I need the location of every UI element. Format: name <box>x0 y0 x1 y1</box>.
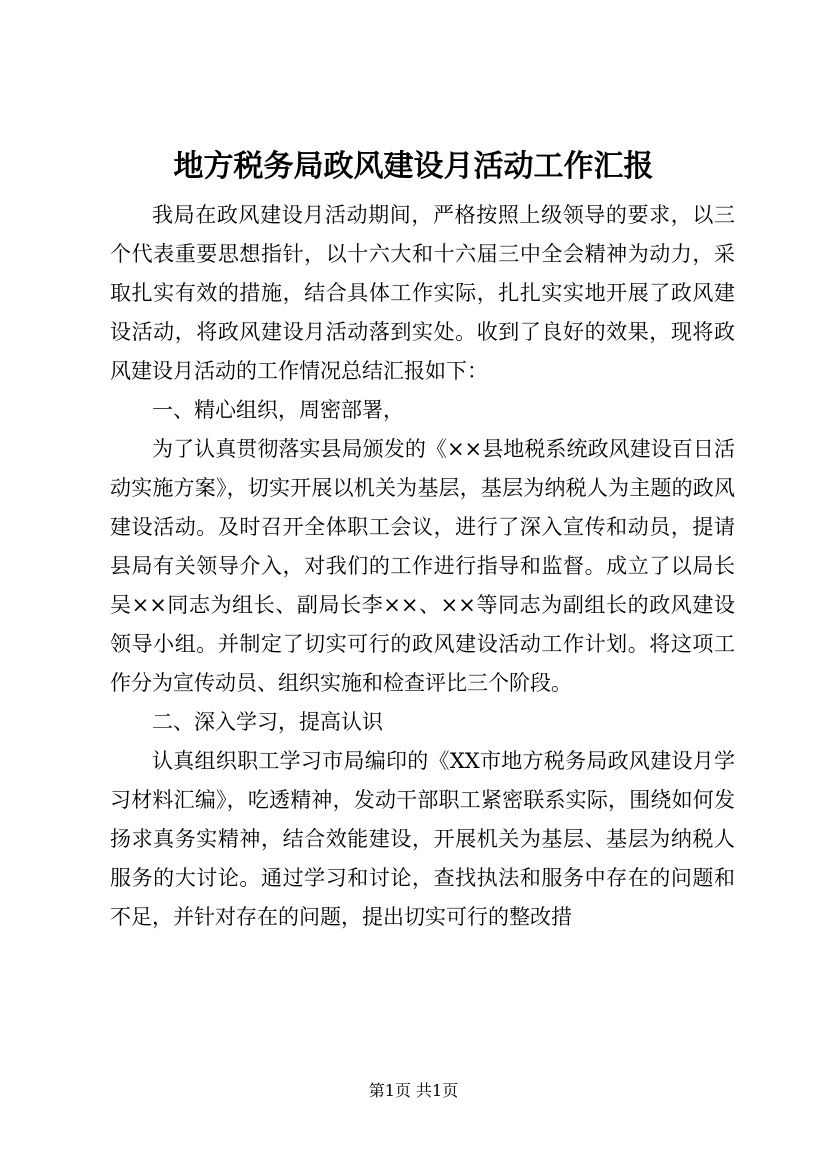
section-1-paragraph: 为了认真贯彻落实县局颁发的《××县地税系统政风建设百日活动实施方案》，切实开展以机关为基层，基层为纳税人为主题的政风建设活动。及时召开全体职工会议，进行了深入宣传和动员，提请县局有关领导介入，对我们的工作进行指导和监督。成立了以局长吴××同志为组长、副局长李××、××等同志为副组长的政风建设领导小组。并制定了切实可行的政风建设活动工作计划。将这项工作分为宣传动员、组织实施和检查评比三个阶段。 <box>110 437 735 695</box>
document-title: 地方税务局政风建设月活动工作汇报 <box>173 149 654 184</box>
document-body <box>110 196 735 937</box>
section-heading-2: 二、深入学习，提高认识 <box>152 710 383 734</box>
page-footer: 第1页 共1页 <box>368 1081 459 1100</box>
section-2-paragraph: 认真组织职工学习市局编印的《XX市地方税务局政风建设月学习材料汇编》，吃透精神，发动干部职工紧密联系实际，围绕如何发扬求真务实精神，结合效能建设，开展机关为基层、基层为纳税人服务的大讨论。通过学习和讨论，查找执法和服务中存在的问题和不足，并针对存在的问题，提出切实可行的整改措 <box>110 749 735 929</box>
intro-paragraph: 我局在政风建设月活动期间，严格按照上级领导的要求，以三个代表重要思想指针，以十六大和十六届三中全会精神为动力，采取扎实有效的措施，结合具体工作实际，扎扎实实地开展了政风建设活动，将政风建设月活动落到实处。收到了良好的效果，现将政风建设月活动的工作情况总结汇报如下： <box>110 203 735 383</box>
section-heading-1: 一、精心组织，周密部署， <box>152 398 404 422</box>
